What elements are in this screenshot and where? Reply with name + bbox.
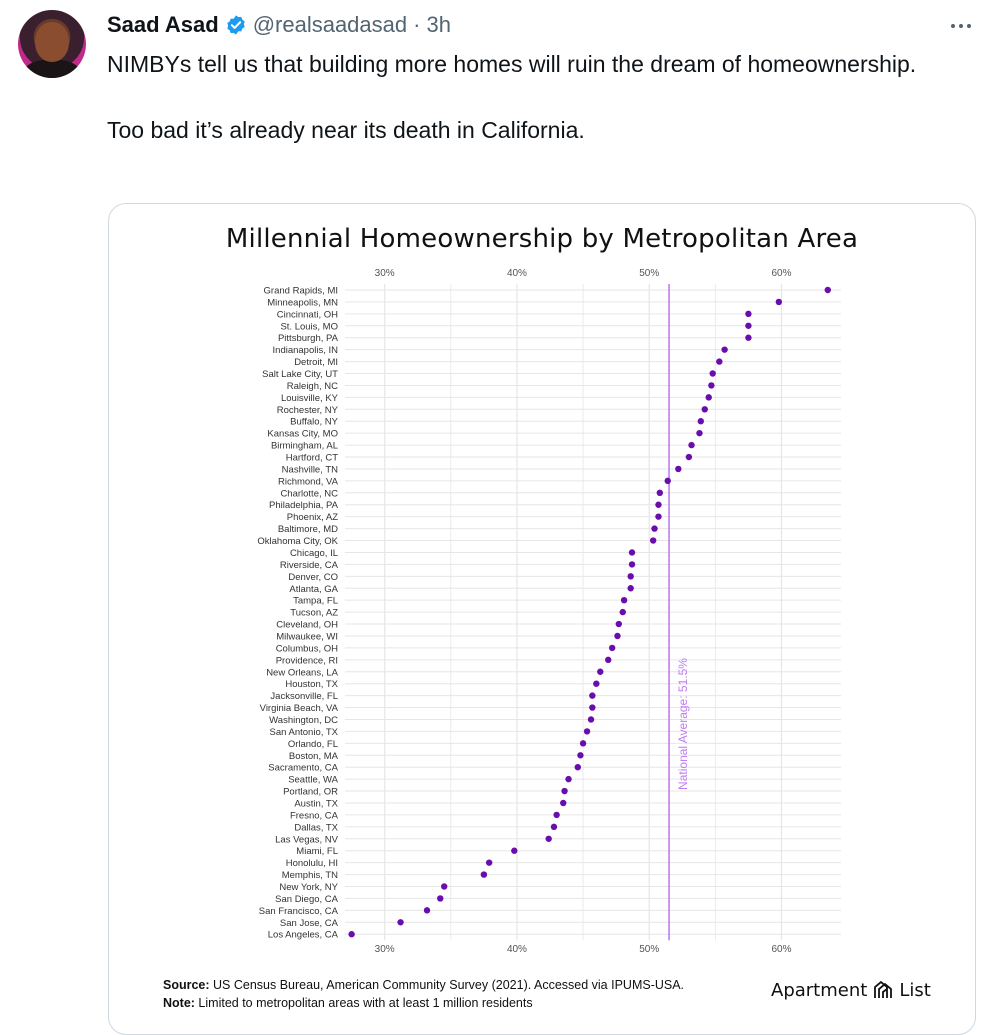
data-point [698, 418, 704, 424]
tweet-media-chart[interactable] [108, 203, 976, 1035]
metro-label: Charlotte, NC [280, 488, 338, 500]
data-point [597, 669, 603, 675]
more-options-icon[interactable] [944, 14, 978, 38]
note-text: Limited to metropolitan areas with at least 1 million residents [194, 996, 533, 1010]
data-point [441, 883, 447, 889]
source-label: Source: [163, 978, 210, 992]
metro-label: Birmingham, AL [270, 440, 338, 452]
data-point [605, 657, 611, 663]
metro-label: Dallas, TX [294, 822, 338, 834]
more-dot [967, 24, 971, 28]
metro-label: Oklahoma City, OK [257, 536, 338, 548]
metro-label: Minneapolis, MN [267, 297, 338, 309]
metro-label: Denver, CO [288, 571, 338, 583]
data-point [655, 502, 661, 508]
metro-label: Las Vegas, NV [275, 834, 338, 846]
data-point [650, 537, 656, 543]
metro-label: Austin, TX [294, 798, 338, 810]
data-point [716, 358, 722, 364]
data-point [588, 716, 594, 722]
metro-label: New York, NY [279, 882, 338, 893]
tweet-header [107, 10, 451, 40]
metro-label: Sacramento, CA [268, 762, 338, 774]
x-tick-label-top: 30% [374, 268, 395, 279]
metro-label: Indianapolis, IN [272, 345, 338, 357]
metro-label: St. Louis, MO [280, 321, 338, 333]
data-point [609, 645, 615, 651]
metro-label: Los Angeles, CA [267, 929, 338, 941]
source-line [163, 976, 684, 994]
x-tick-label-top: 50% [639, 268, 660, 279]
metro-label: Jacksonville, FL [270, 691, 338, 703]
author-name[interactable]: Saad Asad [107, 12, 219, 37]
data-point [665, 478, 671, 484]
data-point [620, 609, 626, 615]
data-point [397, 919, 403, 925]
metro-label: San Francisco, CA [258, 905, 338, 917]
note-label: Note: [163, 996, 195, 1010]
data-point [721, 346, 727, 352]
x-tick-label-bottom: 50% [639, 944, 660, 955]
more-dot [959, 24, 963, 28]
metro-label: Memphis, TN [281, 870, 338, 882]
metro-label: Honolulu, HI [285, 858, 338, 870]
data-point [776, 299, 782, 305]
metro-label: Cleveland, OH [276, 619, 338, 631]
data-point [706, 394, 712, 400]
chart-plot [109, 204, 975, 974]
metro-label: Washington, DC [269, 714, 338, 726]
x-tick-label-bottom: 40% [506, 944, 527, 955]
data-point [511, 848, 517, 854]
metro-label: Salt Lake City, UT [262, 369, 338, 381]
metro-label: San Diego, CA [275, 893, 338, 905]
data-point [627, 573, 633, 579]
metro-label: Riverside, CA [279, 559, 338, 571]
metro-label: Nashville, TN [281, 464, 338, 476]
note-line [163, 994, 684, 1012]
verified-badge-icon [225, 14, 247, 36]
data-point [688, 442, 694, 448]
tweet-text-line: NIMBYs tell us that building more homes will ruin the dream of homeownership. [107, 51, 917, 77]
metro-label: Houston, TX [285, 679, 338, 691]
header-separator: · [413, 12, 421, 37]
data-point [825, 287, 831, 293]
metro-label: Virginia Beach, VA [259, 703, 338, 715]
metro-label: Phoenix, AZ [286, 512, 338, 524]
metro-label: New Orleans, LA [266, 667, 338, 679]
tweet-time[interactable]: 3h [426, 12, 451, 37]
metro-label: Baltimore, MD [277, 524, 338, 536]
data-point [657, 490, 663, 496]
metro-label: Orlando, FL [287, 738, 338, 750]
data-point [584, 728, 590, 734]
data-point [560, 800, 566, 806]
data-point [745, 323, 751, 329]
data-point [565, 776, 571, 782]
data-point [593, 680, 599, 686]
data-point [486, 859, 492, 865]
x-tick-label-bottom: 30% [374, 944, 395, 955]
chart-footnote [163, 976, 684, 1012]
data-point [348, 931, 354, 937]
metro-label: Fresno, CA [289, 810, 338, 822]
avatar-shirt [24, 60, 80, 78]
metro-label: Grand Rapids, MI [263, 285, 338, 297]
data-point [545, 836, 551, 842]
metro-label: Chicago, IL [289, 547, 338, 559]
metro-label: Philadelphia, PA [268, 500, 338, 512]
metro-label: Atlanta, GA [289, 583, 338, 595]
metro-label: Hartford, CT [285, 452, 338, 464]
data-point [696, 430, 702, 436]
metro-label: Seattle, WA [288, 774, 338, 786]
avatar[interactable] [18, 10, 86, 78]
data-point [621, 597, 627, 603]
data-point [616, 621, 622, 627]
data-point [627, 585, 633, 591]
national-average-label: National Average: 51.5% [676, 658, 691, 790]
data-point [745, 311, 751, 317]
metro-label: Rochester, NY [276, 404, 338, 416]
data-point [437, 895, 443, 901]
metro-label: Raleigh, NC [286, 380, 338, 392]
data-point [614, 633, 620, 639]
building-icon [871, 978, 895, 1002]
metro-label: Buffalo, NY [290, 416, 338, 428]
data-point [629, 549, 635, 555]
data-point [575, 764, 581, 770]
metro-label: Miami, FL [296, 846, 338, 858]
data-point [686, 454, 692, 460]
data-point [702, 406, 708, 412]
metro-label: Tucson, AZ [290, 607, 338, 619]
metro-label: Portland, OR [283, 786, 338, 798]
data-point [553, 812, 559, 818]
data-point [561, 788, 567, 794]
data-point [745, 335, 751, 341]
data-point [655, 513, 661, 519]
apartment-list-logo [771, 978, 931, 1002]
x-tick-label-bottom: 60% [771, 944, 792, 955]
metro-label: Providence, RI [275, 655, 338, 667]
data-point [551, 824, 557, 830]
metro-label: Milwaukee, WI [276, 631, 338, 643]
metro-label: Pittsburgh, PA [277, 333, 338, 345]
data-point [708, 382, 714, 388]
x-tick-label-top: 60% [771, 268, 792, 279]
data-point [675, 466, 681, 472]
data-point [629, 561, 635, 567]
source-text: US Census Bureau, American Community Survey (2021). Accessed via IPUMS-USA. [209, 978, 685, 992]
brand-text: Apartment [771, 979, 868, 1001]
more-dot [951, 24, 955, 28]
tweet-text-line: Too bad it’s already near its death in California. [107, 117, 585, 143]
metro-label: Kansas City, MO [267, 428, 338, 440]
data-point [589, 704, 595, 710]
avatar-face [35, 22, 69, 62]
metro-label: Cincinnati, OH [276, 309, 338, 321]
metro-label: Louisville, KY [280, 392, 338, 404]
metro-label: Columbus, OH [275, 643, 338, 655]
data-point [651, 525, 657, 531]
metro-label: Richmond, VA [277, 476, 338, 488]
data-point [424, 907, 430, 913]
brand-text-2: List [899, 979, 931, 1001]
metro-label: San Antonio, TX [269, 726, 338, 738]
data-point [589, 692, 595, 698]
chart-title: Millennial Homeownership by Metropolitan Area [225, 224, 859, 254]
data-point [710, 370, 716, 376]
data-point [481, 871, 487, 877]
metro-label: Tampa, FL [293, 595, 338, 607]
metro-label: San Jose, CA [279, 917, 338, 929]
x-tick-label-top: 40% [506, 268, 527, 279]
metro-label: Detroit, MI [294, 357, 338, 369]
tweet-text [107, 48, 967, 147]
data-point [577, 752, 583, 758]
metro-label: Boston, MA [288, 750, 338, 762]
author-handle[interactable]: @realsaadasad [252, 12, 408, 37]
data-point [580, 740, 586, 746]
